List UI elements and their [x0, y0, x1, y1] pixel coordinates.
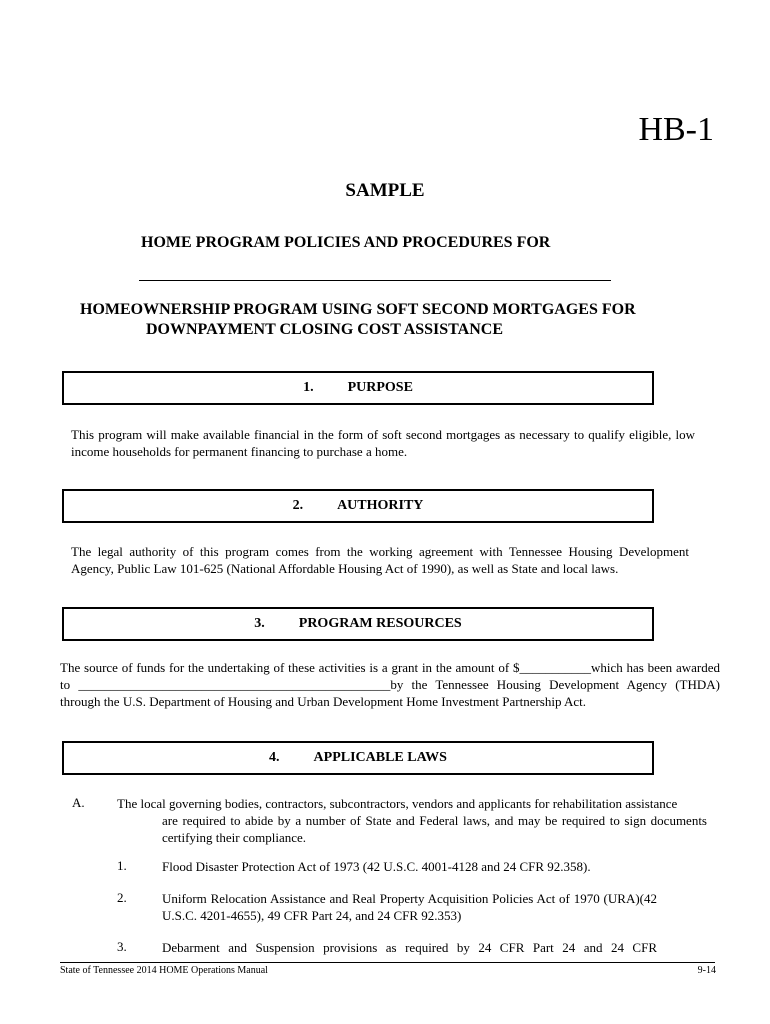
- section-header-purpose: [62, 371, 654, 405]
- fill-in-blank-line: [139, 280, 611, 281]
- list-item-text: Debarment and Suspension provisions as required by 24 CFR Part 24 and 24 CFR: [162, 940, 657, 955]
- program-resources-paragraph: The source of funds for the undertaking of these activities is a grant in the amount of $___________which has been awarded to ________________________________________________by the Tennessee Housing Development Agency (THDA) through the U.S. Department of Housing and Urban Development Home Investment Partnership Act.: [60, 660, 720, 709]
- document-id: HB-1: [638, 111, 714, 148]
- section-number: 3.: [254, 616, 265, 631]
- list-marker-a: A.: [72, 795, 85, 810]
- subtitle: HOME PROGRAM POLICIES AND PROCEDURES FOR: [141, 234, 551, 251]
- section-number: 4.: [269, 750, 280, 765]
- section-number: 1.: [303, 380, 314, 395]
- list-item-text: Uniform Relocation Assistance and Real Property Acquisition Policies Act of 1970 (URA)(42 U.S.C. 4201-4655), 49 CFR Part 24, and 24 CFR 92.353): [162, 891, 657, 923]
- laws-a-continuation: are required to abide by a number of State and Federal laws, and may be required to sign documents certifying their compliance.: [162, 813, 707, 845]
- program-heading: [80, 300, 636, 340]
- section-header-program-resources: [62, 607, 654, 641]
- section-header-authority: [62, 489, 654, 523]
- list-item-text: Flood Disaster Protection Act of 1973 (42 U.S.C. 4001-4128 and 24 CFR 92.358).: [162, 859, 591, 874]
- list-item-number: 3.: [117, 939, 127, 954]
- list-item-number: 2.: [117, 890, 127, 905]
- list-item-number: 1.: [117, 858, 127, 873]
- section-number: 2.: [292, 498, 304, 513]
- footer-manual-title: State of Tennessee 2014 HOME Operations Manual: [60, 965, 268, 976]
- section-title: PROGRAM RESOURCES: [298, 616, 462, 631]
- section-title: PURPOSE: [347, 380, 413, 395]
- footer-divider: [60, 962, 715, 963]
- section-header-applicable-laws: [62, 741, 654, 775]
- authority-paragraph: The legal authority of this program comes from the working agreement with Tennessee Housing Development Agency, Public Law 101-625 (National Affordable Housing Act of 1990), as well as State and local laws.: [71, 544, 689, 576]
- footer-page-number: 9-14: [697, 965, 716, 976]
- laws-a-line1: The local governing bodies, contractors, subcontractors, vendors and applicants for rehabilitation assistance: [117, 796, 678, 811]
- section-title: APPLICABLE LAWS: [313, 750, 447, 765]
- purpose-paragraph: This program will make available financial in the form of soft second mortgages as necessary to qualify eligible, low income households for permanent financing to purchase a home.: [71, 427, 695, 459]
- section-title: AUTHORITY: [337, 498, 424, 513]
- program-heading-line2: DOWNPAYMENT CLOSING COST ASSISTANCE: [146, 321, 503, 338]
- sample-heading: SAMPLE: [345, 180, 425, 201]
- program-heading-line1: HOMEOWNERSHIP PROGRAM USING SOFT SECOND MORTGAGES FOR: [80, 301, 636, 318]
